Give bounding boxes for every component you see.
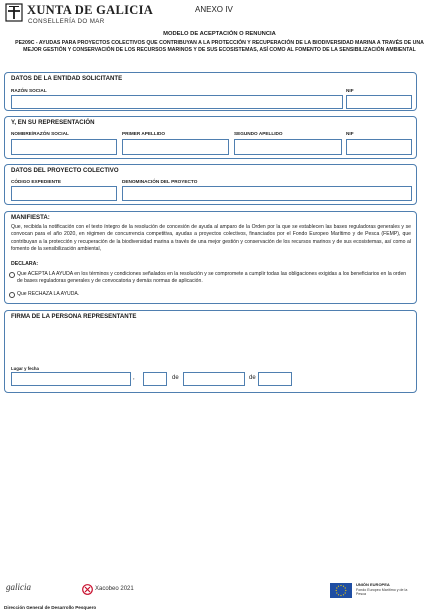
- place-date-label: Lugar y fecha: [11, 366, 39, 371]
- year-field[interactable]: [258, 372, 292, 386]
- representation-section: [4, 116, 417, 159]
- place-field[interactable]: [11, 372, 131, 386]
- eu-title: UNIÓN EUROPEA: [356, 582, 390, 587]
- document-subtitle: PE209C - AYUDAS PARA PROYECTOS COLECTIVOS QUE CONTRIBUYAN A LA PROTECCIÓN Y RECUPERACIÓN DE LA BIODIVERSIDAD MARINA A TRAVÉS DE UNA MEJOR GESTIÓN Y CONSERVACIÓN DE LOS RECURSOS MARINOS Y DE SUS ECOSISTEMAS, ASÍ COMO AL FOMENTO DE LA SENSIBILIZACIÓN AMBIENTAL: [15, 40, 424, 54]
- project-name-label: DENOMINACIÓN DEL PROYECTO: [122, 179, 198, 184]
- project-name-field[interactable]: [122, 186, 412, 201]
- rep-second-surname-label: SEGUNDO APELLIDO: [234, 131, 283, 136]
- declara-label: DECLARA:: [11, 261, 39, 267]
- nif-field[interactable]: [346, 95, 412, 109]
- razon-social-label: RAZÓN SOCIAL: [11, 88, 47, 93]
- rep-nif-label: NIF: [346, 131, 354, 136]
- signature-section: [4, 310, 417, 393]
- rep-name-label: NOMBRE/RAZÓN SOCIAL: [11, 131, 69, 136]
- project-section-title: DATOS DEL PROYECTO COLECTIVO: [11, 167, 119, 174]
- accept-radio[interactable]: [9, 272, 15, 278]
- rep-first-surname-field[interactable]: [122, 139, 229, 155]
- reject-radio[interactable]: [9, 292, 15, 298]
- accept-option-text: Que ACEPTA LA AYUDA en los términos y condiciones señalados en la resolución y se compromete a cumplir todas las obligaciones exigidas a los beneficiarios en la orden de bases reguladoras generales y de convocatoria y demás normas de aplicación.: [17, 271, 407, 285]
- project-code-field[interactable]: [11, 186, 117, 201]
- de-separator-1: de: [172, 375, 179, 381]
- project-section: [4, 164, 417, 205]
- department-name: CONSELLERÍA DO MAR: [28, 18, 105, 25]
- directorate-footer: Dirección General de Desarrollo Pesquero: [4, 605, 97, 610]
- project-code-label: CÓDIGO EXPEDIENTE: [11, 179, 62, 184]
- eu-flag-icon: [330, 583, 352, 598]
- month-field[interactable]: [183, 372, 245, 386]
- entity-section: [4, 72, 417, 111]
- rep-first-surname-label: PRIMER APELLIDO: [122, 131, 166, 136]
- razon-social-field[interactable]: [11, 95, 343, 109]
- xacobeo-logo: Xacobeo 2021: [95, 586, 134, 592]
- nif-label: NIF: [346, 88, 354, 93]
- annex-label: ANEXO IV: [195, 5, 233, 14]
- manifest-title: MANIFIESTA:: [11, 214, 50, 221]
- document-title: MODELO DE ACEPTACIÓN O RENUNCIA: [163, 31, 276, 37]
- galicia-logo: galicia: [6, 582, 31, 592]
- de-separator-2: de: [249, 375, 256, 381]
- rep-name-field[interactable]: [11, 139, 117, 155]
- comma-separator: ,: [133, 375, 135, 381]
- rep-nif-field[interactable]: [346, 139, 412, 155]
- rep-second-surname-field[interactable]: [234, 139, 342, 155]
- day-field[interactable]: [143, 372, 167, 386]
- xacobeo-icon: [82, 584, 93, 595]
- manifest-section: [4, 211, 417, 304]
- entity-section-title: DATOS DE LA ENTIDAD SOLICITANTE: [11, 75, 123, 82]
- page-header: [5, 3, 435, 27]
- manifest-text: Que, recibida la notificación con el texto íntegro de la resolución de concesión de ayuda al amparo de la Orden por la que se establecen las bases reguladoras generales y se convocan para el año 2020, en régimen de concurrencia competitiva, ayudas a proyectos colectivos, financiados por el Fondo Europeo Marítimo y de Pesca (FEMP), que contribuyan a la protección y recuperación de la biodiversidad marina a través de una mejor gestión y conservación de los recursos marinos y de sus ecosistemas, así como al fomento de la sensibilización ambiental,: [11, 224, 411, 252]
- signature-title: FIRMA DE LA PERSONA REPRESENTANTE: [11, 313, 137, 320]
- xunta-shield-icon: [5, 3, 23, 22]
- representation-section-title: Y, EN SU REPRESENTACIÓN: [11, 119, 95, 126]
- eu-fund: Fondo Europeo Marítimo y de la Pesca: [356, 588, 408, 597]
- brand-name: XUNTA DE GALICIA: [27, 3, 154, 17]
- reject-option-text: Que RECHAZA LA AYUDA.: [17, 291, 80, 297]
